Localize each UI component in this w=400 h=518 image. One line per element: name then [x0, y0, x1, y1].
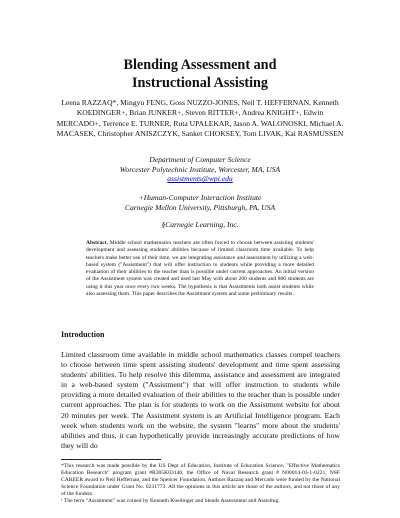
author-list: Leena RAZZAQ*, Mingyu FENG, Goss NUZZO-JONES, Neil T. HEFFERNAN, Kenneth KOEDINGER+, Brian JUNKER+, Steven RITTER+, Andrea KNIGHT+, Edwin MERCADO+, Terrence E. TURNER, Ruta UPALEKAR, Jason A. WALONOSKI, Michael A. MACASEK, Christopher ANISZCZYK, Sanket CHOKSEY, Tom LIVAK, Kai RASMUSSEN [56, 98, 344, 139]
introduction-paragraph: Limited classroom time available in middle school mathematics classes compel teachers to choose between time spent assisting students' development and time spent assessing students' abilities. To help resolve this dilemma, assistance and assessment are integrated in a web-based system ("Assistment") that will offer instruction to students while providing a more detailed evaluation of their abilities to the teacher than is possible under current approaches. The plan is for students to work on the Assistment website for about 20 minutes per week. The Assistment system is an Artificial Intelligence program. Each week when students work on the website, the system "learns" more about the students' abilities and thus, it can hypothetically provide increasingly accurate predictions of how they will do [61, 350, 340, 450]
section-heading-introduction: Introduction [61, 330, 105, 339]
affiliation-wpi [0, 155, 400, 184]
abstract-text: Middle school mathematics teachers are often forced to choose between assisting students' development and assessing students' abilities because of limited classroom time available. To help teachers make better use of their time, we are integrating assistance and assessment by utilizing a web-based system ("Assistment") that will offer instruction to students while providing a more detailed evaluation of their abilities to the teacher than is possible under current approaches. An initial version of the Assistment system was created and used last May with about 200 students and 800 students are using it this year once every two weeks. The hypothesis is that Assistments both assist students while also assessing them. This paper describes the Assistment system and some preliminary results. [86, 240, 314, 298]
title-line-2: Instructional Assisting [132, 75, 268, 91]
affiliation-institute: Worcester Polytechnic Institute, Worcester, MA, USA [119, 164, 281, 174]
affiliation-cmu-name: Carnegie Mellon University, Pittsburgh, PA, USA [124, 202, 276, 212]
footnote-divider [61, 459, 161, 460]
footnote-funding: *This research was made possible by the US Dept of Education, Institute of Education Science, "Effective Mathematics Education Research" program grant #R305K03140, the Office of Naval Research grant # N00014-03-1-0221, NSF CAREER award to Neil Heffernan, and the Spencer Foundation. Authors Razzaq and Mercado were funded by the National Science Foundation under Grant No. 0231773. All the opinions in this article are those of the authors, and not those of any of the funders. [61, 463, 340, 498]
abstract [86, 240, 314, 298]
affiliation-cmu [0, 193, 400, 212]
affiliation-hcii: +Human-Computer Interaction Institute [138, 193, 262, 202]
affiliation-dept: Department of Computer Science [149, 155, 251, 164]
paper-title [0, 56, 400, 92]
title-line-1: Blending Assessment and [123, 57, 277, 73]
abstract-label: Abstract. [86, 240, 108, 246]
affiliation-carnegie: §Carnegie Learning, Inc. [161, 220, 239, 229]
footnotes [61, 463, 340, 506]
footnote-term: ¹ The term "Assistment" was coined by Kenneth Koedinger and blends Assessment and Assisting. [61, 498, 280, 505]
email-link[interactable]: assistments@wpi.edu [167, 174, 233, 184]
